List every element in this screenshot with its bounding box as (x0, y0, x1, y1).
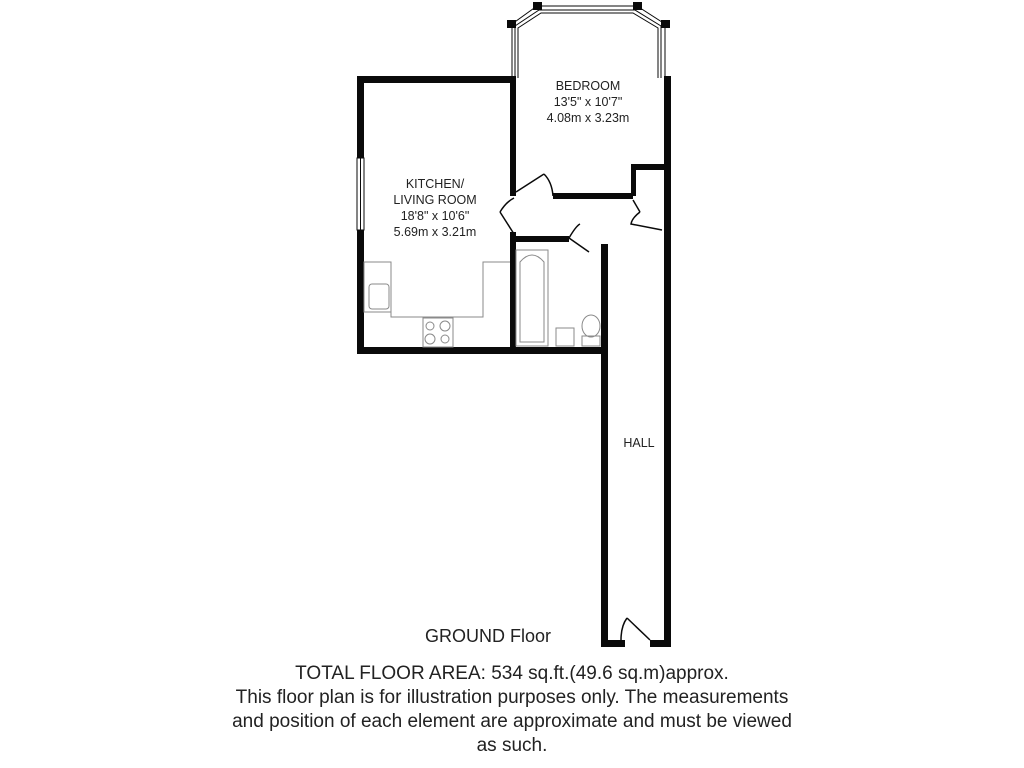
bedroom-imperial: 13'5" x 10'7" (553, 95, 623, 109)
bay-window (512, 6, 665, 78)
kitchen-name-2: LIVING ROOM (393, 193, 477, 207)
kitchen-imperial: 18'8" x 10'6" (400, 209, 470, 223)
kitchen-name-1: KITCHEN/ (405, 177, 465, 191)
walls (357, 76, 671, 647)
disclaimer-line-1: This floor plan is for illustration purposes only. The measurements (235, 687, 789, 708)
footer (160, 662, 864, 758)
hall-label (610, 435, 668, 451)
hall-name: HALL (623, 436, 655, 450)
bedroom-label (528, 78, 648, 126)
doors (500, 174, 662, 640)
total-floor-area: TOTAL FLOOR AREA: 534 sq.ft.(49.6 sq.m)approx. (295, 663, 729, 684)
bedroom-name: BEDROOM (555, 79, 621, 93)
disclaimer-line-2: and position of each element are approximate and must be viewed (232, 711, 792, 732)
kitchen-counter (364, 262, 510, 347)
kitchen-metric: 5.69m x 3.21m (393, 225, 477, 239)
kitchen-window (357, 158, 364, 230)
floor-label: GROUND Floor (425, 626, 552, 646)
kitchen-label (375, 176, 495, 240)
disclaimer-line-3: as such. (476, 735, 548, 756)
bathroom-fixtures (516, 250, 600, 346)
bedroom-metric: 4.08m x 3.23m (546, 111, 630, 125)
